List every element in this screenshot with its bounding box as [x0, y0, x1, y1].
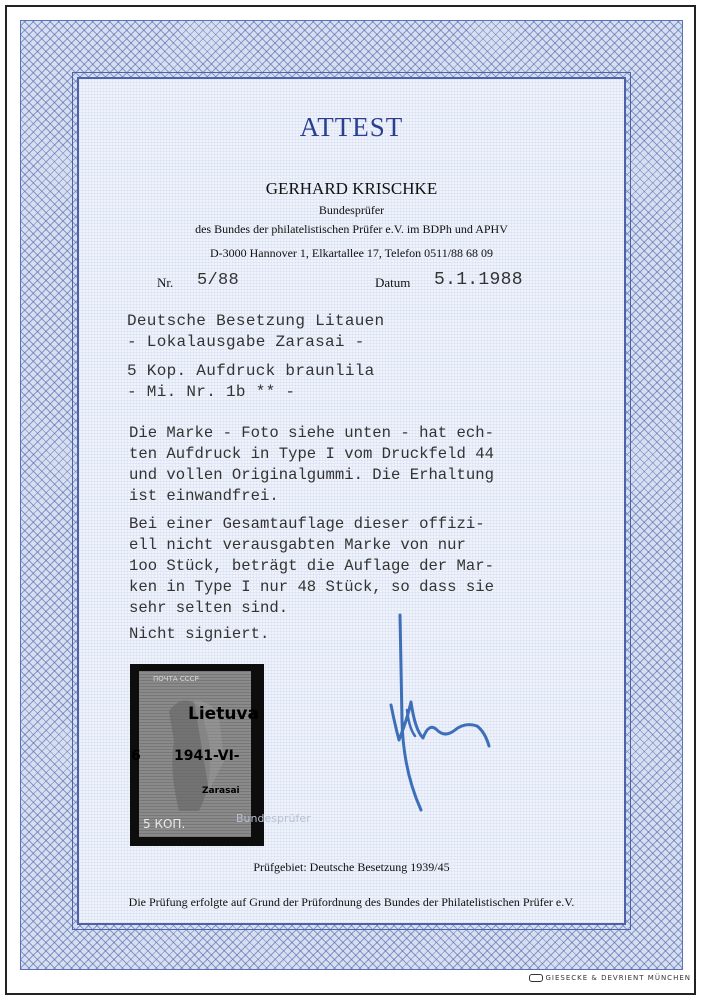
paragraph-line: ell nicht verausgabten Marke von nur [129, 536, 466, 554]
paragraph-line: 1oo Stück, beträgt die Auflage der Mar- [129, 557, 494, 575]
datum-label: Datum [375, 275, 411, 290]
paragraph-line: ken in Type I nur 48 Stück, so dass sie [129, 578, 494, 596]
printer-mark [529, 974, 692, 982]
paragraph-line: und vollen Originalgummi. Die Erhaltung [129, 466, 494, 484]
examiner-association: des Bundes der philatelistischen Prüfer e.V. im BDPh und APHV [195, 222, 508, 236]
paragraph-line: Die Marke - Foto siehe unten - hat ech- [129, 424, 494, 442]
heading-line: Deutsche Besetzung Litauen [127, 312, 385, 330]
pruefgebiet: Prüfgebiet: Deutsche Besetzung 1939/45 [253, 860, 450, 874]
printer-name: GIESECKE & DEVRIENT MÜNCHEN [545, 974, 691, 982]
overprint-left-digit: 6 [131, 748, 141, 764]
datum-value: 5.1.1988 [434, 270, 523, 290]
nr-label: Nr. [157, 275, 174, 290]
stamp-top-text: ПОЧТА СССР [153, 675, 199, 683]
paragraph-line: Bei einer Gesamtauflage dieser offizi- [129, 515, 485, 533]
overprint-zarasai: Zarasai [202, 786, 240, 796]
heading-line: 5 Kop. Aufdruck braunlila [127, 362, 375, 380]
printer-logo-icon [529, 974, 543, 982]
heading-line: - Mi. Nr. 1b ** - [127, 383, 296, 401]
certificate-title: ATTEST [299, 112, 404, 142]
pruefordnung-note: Die Prüfung erfolgte auf Grund der Prüfordnung des Bundes der Philatelistischen Prüfer e.V. [128, 895, 575, 909]
paragraph-line: sehr selten sind. [129, 599, 289, 617]
paragraph-line: ist einwandfrei. [129, 487, 279, 505]
paragraph-line: ten Aufdruck in Type I vom Druckfeld 44 [129, 445, 494, 463]
overprint-lietuva: Lietuva [188, 704, 259, 724]
not-signed-note: Nicht signiert. [129, 625, 270, 643]
stamp-value-text: 5 КОП. [143, 817, 186, 831]
examiner-address: D-3000 Hannover 1, Elkartallee 17, Telefon 0511/88 68 09 [209, 246, 494, 260]
examiner-stamp-mark: Bundesprüfer [236, 812, 311, 825]
examiner-name: GERHARD KRISCHKE [265, 179, 438, 198]
examiner-role: Bundesprüfer [318, 203, 385, 217]
nr-value: 5/88 [197, 271, 240, 290]
overprint-date: 1941-VI- [174, 748, 240, 764]
heading-line: - Lokalausgabe Zarasai - [127, 333, 365, 351]
signature [385, 610, 505, 820]
